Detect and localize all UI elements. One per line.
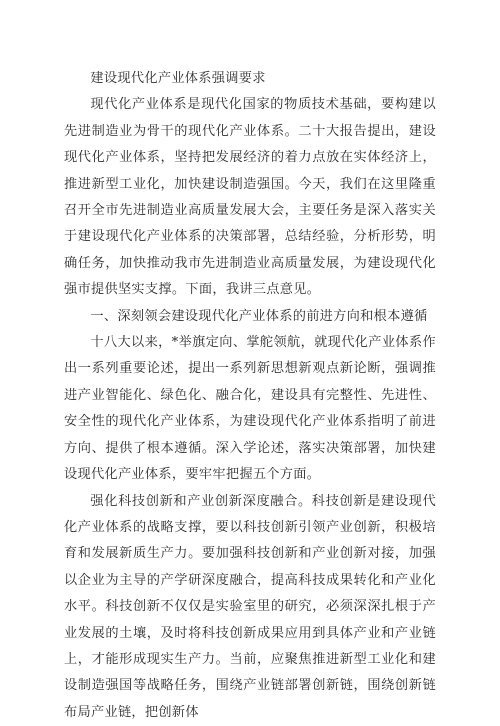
intro-paragraph: 现代化产业体系是现代化国家的物质技术基础，要构建以先进制造业为骨干的现代化产业体系。二十大报告提出，建设现代化产业体系，坚持把发展经济的着力点放在实体经济上，推进新型工业化，加快建设制造强国。今天，我们在这里隆重召开全市先进制造业高质量发展大会，主要任务是深入落实关于建设现代化产业体系的决策部署，总结经验，分析形势，明确任务，加快推动我市先进制造业高质量发展，为建设现代化强市提供坚实支撑。下面，我讲三点意见。 [64,92,436,303]
section-1-paragraph-2: 强化科技创新和产业创新深度融合。科技创新是建设现代化产业体系的战略支撑，要以科技创新引领产业创新，积极培育和发展新质生产力。要加强科技创新和产业创新对接，加强以企业为主导的产学研深度融合，提高科技成果转化和产业化水平。科技创新不仅仅是实验室里的研究，必须深深扎根于产业发展的土壤，及时将科技创新成果应用到具体产业和产业链上，才能形成现实生产力。当前，应聚焦推进新型工业化和建设制造强国等战略任务，围绕产业链部署创新链，围绕创新链布局产业链，把创新体 [64,489,436,726]
section-1-paragraph-1: 十八大以来，*举旗定向、掌舵领航，就现代化产业体系作出一系列重要论述，提出一系列新思想新观点新论断，强调推进产业智能化、绿色化、融合化，建设具有完整性、先进性、安全性的现代化产业体系，为建设现代化产业体系指明了前进方向、提供了根本遵循。深入学论述，落实决策部署，加快建设现代化产业体系，要牢牢把握五个方面。 [64,330,436,488]
document-title: 建设现代化产业体系强调要求 [64,66,436,92]
document-body [64,66,436,726]
section-heading-1: 一、深刻领会建设现代化产业体系的前进方向和根本遵循 [64,304,436,330]
